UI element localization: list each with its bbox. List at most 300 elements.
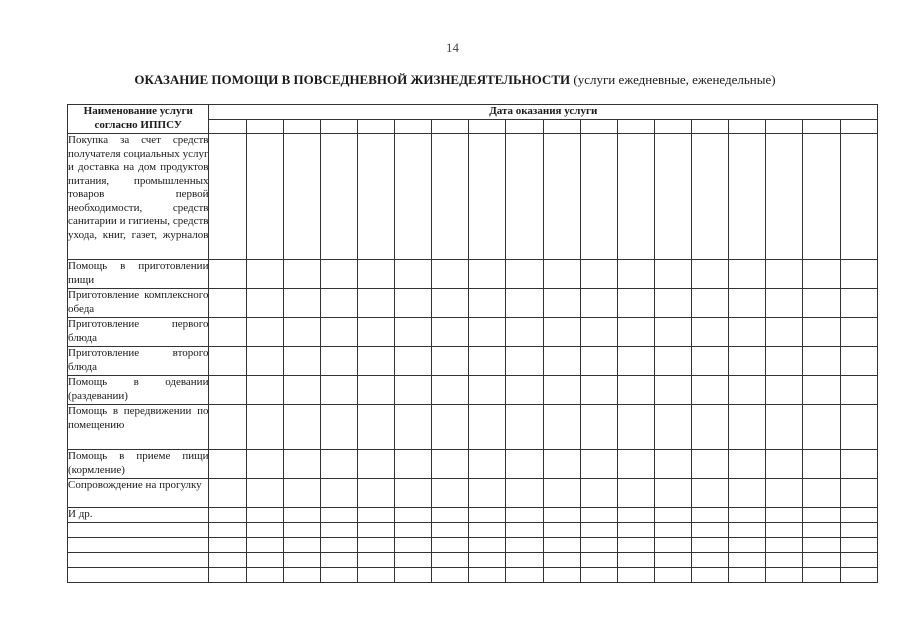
date-cell[interactable]: [617, 347, 654, 376]
date-cell[interactable]: [395, 568, 432, 583]
table-row: [68, 318, 878, 347]
date-cell[interactable]: [766, 289, 803, 318]
services-body: [68, 134, 878, 583]
date-cell[interactable]: [729, 523, 766, 538]
date-cell[interactable]: [357, 318, 394, 347]
date-cell[interactable]: [654, 568, 691, 583]
date-cell[interactable]: [506, 479, 543, 508]
date-cell[interactable]: [803, 134, 840, 260]
date-cell[interactable]: [803, 347, 840, 376]
date-cell[interactable]: [283, 508, 320, 523]
date-cell[interactable]: [320, 450, 357, 479]
date-cell[interactable]: [209, 376, 246, 405]
date-cell[interactable]: [729, 479, 766, 508]
date-cell[interactable]: [580, 523, 617, 538]
service-name-cell: Помощь в передвижении по помещению: [68, 405, 209, 450]
date-cell[interactable]: [246, 538, 283, 553]
date-cell[interactable]: [654, 260, 691, 289]
date-cell[interactable]: [617, 376, 654, 405]
date-cell[interactable]: [395, 508, 432, 523]
date-cell[interactable]: [543, 347, 580, 376]
date-cell[interactable]: [469, 134, 506, 260]
date-cell[interactable]: [692, 553, 729, 568]
date-cell[interactable]: [246, 347, 283, 376]
date-cell[interactable]: [729, 134, 766, 260]
date-cell[interactable]: [506, 318, 543, 347]
table-row: [68, 538, 878, 553]
date-cell[interactable]: [506, 347, 543, 376]
date-cell[interactable]: [246, 568, 283, 583]
date-header-cell: [840, 120, 877, 134]
date-cell[interactable]: [357, 568, 394, 583]
date-cell[interactable]: [543, 405, 580, 450]
date-header-cell: [395, 120, 432, 134]
date-cell[interactable]: [506, 260, 543, 289]
date-cell[interactable]: [209, 479, 246, 508]
date-cell[interactable]: [580, 260, 617, 289]
date-cell[interactable]: [692, 376, 729, 405]
date-cell[interactable]: [357, 508, 394, 523]
date-cell[interactable]: [803, 538, 840, 553]
date-cell[interactable]: [580, 405, 617, 450]
date-cell[interactable]: [803, 568, 840, 583]
service-name-cell: [68, 523, 209, 538]
date-cell[interactable]: [803, 508, 840, 523]
service-name-cell: [68, 553, 209, 568]
date-cell[interactable]: [432, 318, 469, 347]
date-cell[interactable]: [209, 553, 246, 568]
date-cell[interactable]: [840, 450, 877, 479]
date-cell[interactable]: [580, 538, 617, 553]
date-header-cell: [469, 120, 506, 134]
date-cell[interactable]: [506, 508, 543, 523]
date-cell[interactable]: [580, 347, 617, 376]
date-cell[interactable]: [840, 405, 877, 450]
date-cell[interactable]: [246, 479, 283, 508]
date-cell[interactable]: [766, 553, 803, 568]
date-cell[interactable]: [617, 553, 654, 568]
date-cell[interactable]: [320, 508, 357, 523]
date-cell[interactable]: [506, 523, 543, 538]
date-cell[interactable]: [617, 450, 654, 479]
date-cell[interactable]: [580, 568, 617, 583]
date-header-cell: [729, 120, 766, 134]
date-cell[interactable]: [692, 538, 729, 553]
date-cell[interactable]: [357, 479, 394, 508]
service-name-cell: Помощь в приеме пищи (кормление): [68, 450, 209, 479]
date-cell[interactable]: [543, 538, 580, 553]
date-cell[interactable]: [729, 318, 766, 347]
date-cell[interactable]: [283, 347, 320, 376]
date-cell[interactable]: [617, 260, 654, 289]
date-cell[interactable]: [840, 376, 877, 405]
date-cell[interactable]: [692, 508, 729, 523]
date-cell[interactable]: [209, 568, 246, 583]
service-name-cell: Приготовление второго блюда: [68, 347, 209, 376]
date-cell[interactable]: [766, 376, 803, 405]
table-row: [68, 508, 878, 523]
date-cell[interactable]: [320, 479, 357, 508]
date-header-cell: [617, 120, 654, 134]
date-cell[interactable]: [246, 260, 283, 289]
date-cell[interactable]: [395, 553, 432, 568]
date-cell[interactable]: [692, 523, 729, 538]
date-cell[interactable]: [729, 450, 766, 479]
date-cell[interactable]: [840, 553, 877, 568]
date-cell[interactable]: [283, 318, 320, 347]
date-cell[interactable]: [320, 347, 357, 376]
date-cell[interactable]: [506, 405, 543, 450]
date-cell[interactable]: [320, 553, 357, 568]
date-cell[interactable]: [209, 450, 246, 479]
date-cell[interactable]: [803, 260, 840, 289]
date-cell[interactable]: [580, 134, 617, 260]
date-cell[interactable]: [766, 318, 803, 347]
date-cell[interactable]: [766, 508, 803, 523]
date-header-cell: [580, 120, 617, 134]
date-cell[interactable]: [320, 405, 357, 450]
date-header-cell: [692, 120, 729, 134]
services-table: [67, 104, 878, 583]
date-cell[interactable]: [357, 523, 394, 538]
date-cell[interactable]: [803, 553, 840, 568]
date-cell[interactable]: [766, 568, 803, 583]
date-cell[interactable]: [617, 479, 654, 508]
date-cell[interactable]: [543, 376, 580, 405]
service-name-cell: И др.: [68, 508, 209, 523]
date-cell[interactable]: [469, 405, 506, 450]
date-cell[interactable]: [432, 523, 469, 538]
date-cell[interactable]: [209, 260, 246, 289]
date-cell[interactable]: [209, 508, 246, 523]
date-cell[interactable]: [654, 289, 691, 318]
date-cell[interactable]: [320, 568, 357, 583]
date-cell[interactable]: [395, 450, 432, 479]
date-cell[interactable]: [320, 318, 357, 347]
date-cell[interactable]: [395, 260, 432, 289]
date-cell[interactable]: [692, 568, 729, 583]
date-cell[interactable]: [654, 405, 691, 450]
date-cell[interactable]: [395, 479, 432, 508]
date-cell[interactable]: [506, 289, 543, 318]
date-cell[interactable]: [246, 289, 283, 318]
date-cell[interactable]: [654, 523, 691, 538]
date-cell[interactable]: [692, 347, 729, 376]
date-cell[interactable]: [320, 523, 357, 538]
date-cell[interactable]: [840, 260, 877, 289]
date-cell[interactable]: [432, 260, 469, 289]
table-row: [68, 523, 878, 538]
date-cell[interactable]: [320, 376, 357, 405]
date-cell[interactable]: [432, 479, 469, 508]
date-cell[interactable]: [395, 289, 432, 318]
date-cell[interactable]: [246, 376, 283, 405]
date-cell[interactable]: [617, 289, 654, 318]
date-cell[interactable]: [469, 568, 506, 583]
date-cell[interactable]: [692, 134, 729, 260]
table-row: [68, 134, 878, 260]
date-cell[interactable]: [543, 553, 580, 568]
date-header-cell: [506, 120, 543, 134]
date-cell[interactable]: [840, 508, 877, 523]
date-cell[interactable]: [209, 347, 246, 376]
table-row: [68, 347, 878, 376]
date-cell[interactable]: [469, 289, 506, 318]
date-cell[interactable]: [209, 405, 246, 450]
date-cell[interactable]: [209, 538, 246, 553]
date-cell[interactable]: [729, 347, 766, 376]
date-cell[interactable]: [617, 523, 654, 538]
date-cell[interactable]: [617, 538, 654, 553]
date-cell[interactable]: [432, 568, 469, 583]
date-cell[interactable]: [766, 134, 803, 260]
date-cell[interactable]: [357, 405, 394, 450]
date-cell[interactable]: [469, 318, 506, 347]
date-cell[interactable]: [766, 538, 803, 553]
date-cell[interactable]: [580, 289, 617, 318]
date-cell[interactable]: [283, 405, 320, 450]
date-header-cell: [283, 120, 320, 134]
date-cell[interactable]: [543, 450, 580, 479]
date-cell[interactable]: [543, 568, 580, 583]
date-cell[interactable]: [580, 479, 617, 508]
date-cell[interactable]: [246, 405, 283, 450]
date-cell[interactable]: [432, 347, 469, 376]
date-cell[interactable]: [432, 289, 469, 318]
date-cell[interactable]: [803, 523, 840, 538]
date-cell[interactable]: [469, 508, 506, 523]
date-cell[interactable]: [617, 405, 654, 450]
date-cell[interactable]: [209, 523, 246, 538]
date-header-cell: [803, 120, 840, 134]
date-cell[interactable]: [580, 376, 617, 405]
date-cell[interactable]: [506, 450, 543, 479]
date-cell[interactable]: [283, 479, 320, 508]
date-cell[interactable]: [654, 508, 691, 523]
date-cell[interactable]: [320, 289, 357, 318]
service-name-cell: [68, 538, 209, 553]
date-cell[interactable]: [766, 479, 803, 508]
date-cell[interactable]: [469, 553, 506, 568]
date-cell[interactable]: [246, 134, 283, 260]
date-cell[interactable]: [283, 260, 320, 289]
date-cell[interactable]: [283, 553, 320, 568]
date-cell[interactable]: [580, 450, 617, 479]
date-cell[interactable]: [432, 376, 469, 405]
date-cell[interactable]: [580, 508, 617, 523]
date-header-cell: [766, 120, 803, 134]
date-cell[interactable]: [357, 553, 394, 568]
date-cell[interactable]: [357, 538, 394, 553]
date-cell[interactable]: [729, 553, 766, 568]
service-date-header: Дата оказания услуги: [209, 105, 878, 120]
date-cell[interactable]: [506, 553, 543, 568]
date-cell[interactable]: [766, 260, 803, 289]
date-cell[interactable]: [766, 405, 803, 450]
date-cell[interactable]: [469, 523, 506, 538]
date-cell[interactable]: [654, 479, 691, 508]
date-cell[interactable]: [283, 523, 320, 538]
date-cell[interactable]: [246, 553, 283, 568]
date-cell[interactable]: [506, 568, 543, 583]
date-cell[interactable]: [357, 289, 394, 318]
date-cell[interactable]: [729, 376, 766, 405]
date-cell[interactable]: [357, 347, 394, 376]
date-cell[interactable]: [692, 289, 729, 318]
date-cell[interactable]: [654, 318, 691, 347]
date-cell[interactable]: [357, 260, 394, 289]
table-row: [68, 479, 878, 508]
date-cell[interactable]: [209, 134, 246, 260]
date-cell[interactable]: [766, 347, 803, 376]
date-cell[interactable]: [432, 405, 469, 450]
date-cell[interactable]: [840, 347, 877, 376]
date-cell[interactable]: [580, 318, 617, 347]
date-cell[interactable]: [469, 376, 506, 405]
date-cell[interactable]: [654, 450, 691, 479]
date-cell[interactable]: [320, 134, 357, 260]
date-cell[interactable]: [395, 134, 432, 260]
date-cell[interactable]: [357, 450, 394, 479]
date-cell[interactable]: [766, 523, 803, 538]
date-cell[interactable]: [320, 538, 357, 553]
page-number: 14: [446, 40, 459, 55]
date-cell[interactable]: [246, 318, 283, 347]
table-row: [68, 405, 878, 450]
date-cell[interactable]: [692, 479, 729, 508]
date-cell[interactable]: [283, 568, 320, 583]
date-cell[interactable]: [654, 553, 691, 568]
date-cell[interactable]: [840, 523, 877, 538]
date-cell[interactable]: [840, 479, 877, 508]
date-cell[interactable]: [469, 347, 506, 376]
service-name-cell: Покупка за счет средств получателя социальных услуг и доставка на дом продуктов питания, промышленных товаров первой необходимости, средств санитарии и гигиены, средств ухода, книг, газет, журналов: [68, 134, 209, 260]
date-cell[interactable]: [803, 318, 840, 347]
table-row: [68, 450, 878, 479]
date-cell[interactable]: [654, 538, 691, 553]
date-cell[interactable]: [432, 134, 469, 260]
date-cell[interactable]: [246, 508, 283, 523]
date-cell[interactable]: [209, 318, 246, 347]
date-cell[interactable]: [395, 523, 432, 538]
date-cell[interactable]: [395, 538, 432, 553]
date-cell[interactable]: [617, 134, 654, 260]
date-cell[interactable]: [283, 450, 320, 479]
page-title: [60, 72, 850, 88]
date-cell[interactable]: [803, 479, 840, 508]
date-cell[interactable]: [395, 318, 432, 347]
date-cell[interactable]: [543, 134, 580, 260]
title-main: ОКАЗАНИЕ ПОМОЩИ В ПОВСЕДНЕВНОЙ ЖИЗНЕДЕЯТЕЛЬНОСТИ: [134, 72, 571, 87]
date-cell[interactable]: [840, 318, 877, 347]
date-cell[interactable]: [766, 450, 803, 479]
date-cell[interactable]: [692, 405, 729, 450]
date-cell[interactable]: [692, 260, 729, 289]
date-cell[interactable]: [654, 376, 691, 405]
service-name-cell: Приготовление первого блюда: [68, 318, 209, 347]
date-cell[interactable]: [432, 450, 469, 479]
service-name-cell: Помощь в одевании (раздевании): [68, 376, 209, 405]
date-cell[interactable]: [357, 134, 394, 260]
service-name-cell: [68, 568, 209, 583]
date-header-cell: [543, 120, 580, 134]
date-cell[interactable]: [432, 553, 469, 568]
date-cell[interactable]: [395, 376, 432, 405]
date-cell[interactable]: [246, 450, 283, 479]
date-cell[interactable]: [840, 289, 877, 318]
date-header-cell: [320, 120, 357, 134]
date-header-cell: [246, 120, 283, 134]
date-cell[interactable]: [506, 376, 543, 405]
date-cell[interactable]: [543, 479, 580, 508]
date-cell[interactable]: [803, 376, 840, 405]
date-cell[interactable]: [803, 450, 840, 479]
date-cell[interactable]: [840, 568, 877, 583]
date-cell[interactable]: [469, 538, 506, 553]
date-cell[interactable]: [246, 523, 283, 538]
service-name-header: Наименование услуги согласно ИППСУ: [68, 105, 209, 134]
date-cell[interactable]: [692, 450, 729, 479]
date-cell[interactable]: [506, 538, 543, 553]
table-row: [68, 568, 878, 583]
date-cell[interactable]: [357, 376, 394, 405]
date-cell[interactable]: [432, 538, 469, 553]
date-cell[interactable]: [432, 508, 469, 523]
date-cell[interactable]: [283, 134, 320, 260]
date-cell[interactable]: [469, 479, 506, 508]
date-cell[interactable]: [543, 260, 580, 289]
date-cell[interactable]: [543, 318, 580, 347]
date-cell[interactable]: [283, 289, 320, 318]
date-cell[interactable]: [617, 318, 654, 347]
title-sub: (услуги ежедневные, еженедельные): [573, 72, 776, 87]
date-cell[interactable]: [469, 450, 506, 479]
date-cell[interactable]: [692, 318, 729, 347]
date-cell[interactable]: [729, 568, 766, 583]
date-cell[interactable]: [654, 347, 691, 376]
date-cell[interactable]: [543, 523, 580, 538]
date-cell[interactable]: [543, 508, 580, 523]
table-row: [68, 376, 878, 405]
date-header-cell: [432, 120, 469, 134]
date-cell[interactable]: [209, 289, 246, 318]
date-cell[interactable]: [803, 405, 840, 450]
date-cell[interactable]: [283, 376, 320, 405]
date-cell[interactable]: [803, 289, 840, 318]
date-header-cell: [357, 120, 394, 134]
date-cell[interactable]: [283, 538, 320, 553]
date-cell[interactable]: [617, 508, 654, 523]
date-cell[interactable]: [395, 405, 432, 450]
date-cell[interactable]: [506, 134, 543, 260]
date-cell[interactable]: [469, 260, 506, 289]
date-cell[interactable]: [654, 134, 691, 260]
date-cell[interactable]: [729, 289, 766, 318]
date-cell[interactable]: [543, 289, 580, 318]
date-cell[interactable]: [840, 134, 877, 260]
date-cell[interactable]: [729, 405, 766, 450]
date-cell[interactable]: [617, 568, 654, 583]
date-cell[interactable]: [840, 538, 877, 553]
date-cell[interactable]: [729, 538, 766, 553]
date-cell[interactable]: [580, 553, 617, 568]
date-cell[interactable]: [395, 347, 432, 376]
date-cell[interactable]: [729, 260, 766, 289]
date-cell[interactable]: [320, 260, 357, 289]
service-name-cell: Помощь в приготовлении пищи: [68, 260, 209, 289]
table-row: [68, 260, 878, 289]
date-cell[interactable]: [729, 508, 766, 523]
